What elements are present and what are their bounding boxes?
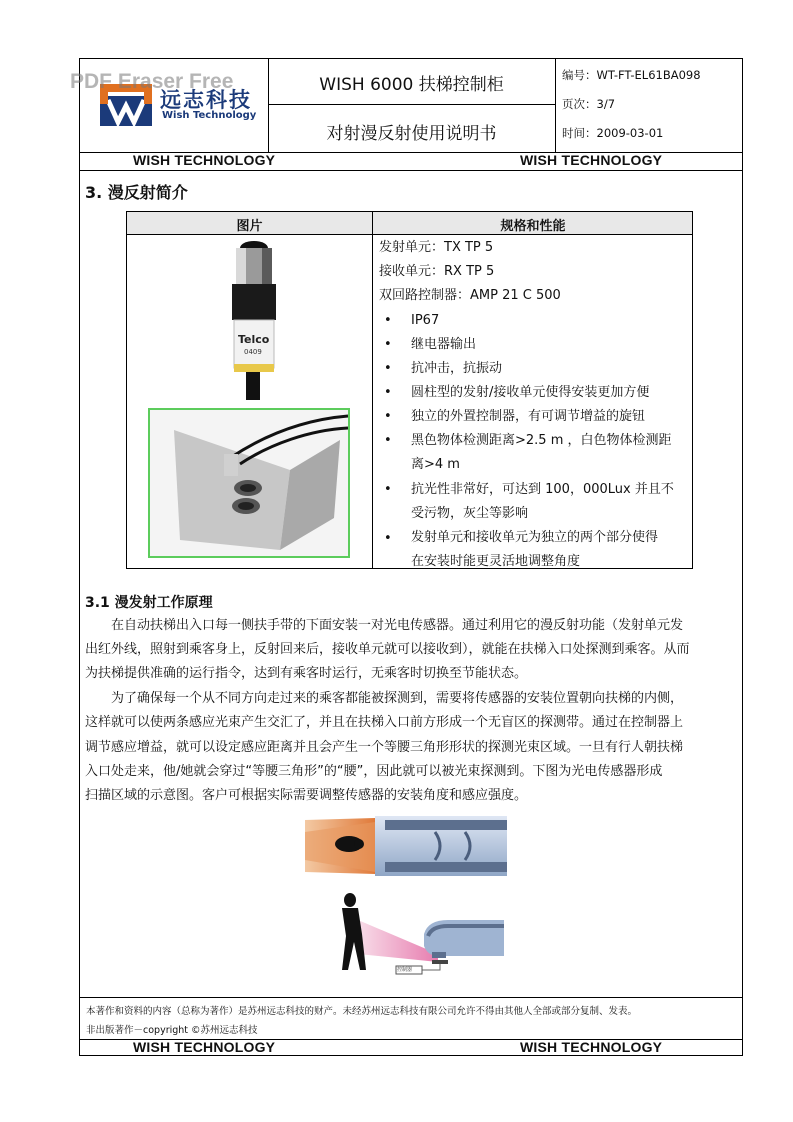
bullet-item: 独立的外置控制器，有可调节增益的旋钮 xyxy=(411,409,646,424)
spec-transmitter: 发射单元：TX TP 5 xyxy=(379,240,494,255)
bullet-dot: • xyxy=(384,531,392,546)
frame-left xyxy=(79,58,80,1055)
bullet-item-cont: 受污物，灰尘等影响 xyxy=(411,506,529,521)
doc-date: 时间：2009-03-01 xyxy=(562,126,664,140)
bullet-item: 抗光性非常好，可达到 100，000Lux 并且不 xyxy=(411,482,674,497)
footer-band-left-label: WISH TECHNOLOGY xyxy=(133,1039,276,1055)
bullet-dot: • xyxy=(384,313,392,328)
paragraph-line: 调节感应增益，就可以设定感应距离并且会产生一个等腰三角形形状的探测光束区域。一旦有行人朝扶梯 xyxy=(85,740,684,755)
table-header-spec: 规格和性能 xyxy=(500,219,566,234)
bullet-item: 继电器输出 xyxy=(411,337,477,352)
bullet-dot: • xyxy=(384,385,392,400)
bullet-item-cont: 离>4 m xyxy=(411,457,460,472)
paragraph-line: 在自动扶梯出入口每一侧扶手带的下面安装一对光电传感器。通过利用它的漫反射功能（发射单元发 xyxy=(111,618,684,633)
title-row-divider xyxy=(268,104,555,105)
mounted-sensor-photo xyxy=(148,408,350,558)
doc-title-manual: 对射漫反射使用说明书 xyxy=(326,124,497,144)
sensor-brand-label: Telco xyxy=(238,333,270,346)
bullet-item: 圆柱型的发射/接收单元使得安装更加方便 xyxy=(411,385,650,400)
bullet-item: 黑色物体检测距离>2.5 m ，白色物体检测距 xyxy=(411,433,672,448)
footer-top-line xyxy=(79,997,743,998)
table-header-picture: 图片 xyxy=(236,219,263,234)
paragraph-line: 入口处走来，他/她就会穿过“等腰三角形”的“腰”，因此就可以被光束探测到。下图为光电传感器形成 xyxy=(85,764,663,779)
paragraph-line: 为了确保每一个从不同方向走过来的乘客都能被探测到，需要将传感器的安装位置朝向扶梯的内侧， xyxy=(111,691,684,706)
copyright-notice: 本著作和资料的内容（总称为著作）是苏州远志科技的财产。未经苏州远志科技有限公司允许不得由其他人全部或部分复制、发表。 xyxy=(86,1006,638,1017)
band-right-label: WISH TECHNOLOGY xyxy=(520,152,663,168)
copyright-line: 非出版著作－copyright ©苏州远志科技 xyxy=(86,1025,258,1036)
paragraph-line: 扫描区域的示意图。客户可根据实际需要调整传感器的安装角度和感应强度。 xyxy=(85,788,528,803)
sub-heading: 3.1 漫发射工作原理 xyxy=(85,595,213,611)
paragraph-line: 出红外线，照射到乘客身上，反射回来后，接收单元就可以接收到），就能在扶梯入口处探测到乘客。从而 xyxy=(85,642,690,657)
page-number: 页次：3/7 xyxy=(562,97,616,111)
band-bottom xyxy=(79,170,743,171)
sensor-code-label: 0409 xyxy=(244,348,262,356)
watermark-text: PDF Eraser Free xyxy=(70,70,234,93)
bullet-dot: • xyxy=(384,433,392,448)
section-heading: 3. 漫反射简介 xyxy=(85,183,188,202)
paragraph-line: 为扶梯提供准确的运行指令，达到有乘客时运行，无乘客时切换至节能状态。 xyxy=(85,666,528,681)
spec-receiver: 接收单元：RX TP 5 xyxy=(379,264,495,279)
footer-band-right-label: WISH TECHNOLOGY xyxy=(520,1039,663,1055)
paragraph-line: 这样就可以使两条感应光束产生交汇了，并且在扶梯入口前方形成一个无盲区的探测带。通过在控制器上 xyxy=(85,715,684,730)
bullet-dot: • xyxy=(384,337,392,352)
sensor-photo xyxy=(212,238,292,400)
doc-title-product: WISH 6000 扶梯控制柜 xyxy=(319,75,504,95)
frame-right xyxy=(742,58,743,1055)
escalator-side-view-diagram xyxy=(328,890,508,980)
logo-cn-text: 远志科技 xyxy=(160,88,252,112)
bullet-item: 抗冲击，抗振动 xyxy=(411,361,503,376)
bullet-item: IP67 xyxy=(411,313,440,328)
bullet-dot: • xyxy=(384,361,392,376)
band-left-label: WISH TECHNOLOGY xyxy=(133,152,276,168)
footer-band-bottom xyxy=(79,1055,743,1056)
bullet-item: 发射单元和接收单元为独立的两个部分使得 xyxy=(411,530,659,545)
bullet-dot: • xyxy=(384,409,392,424)
doc-number: 编号：WT-FT-EL61BA098 xyxy=(562,68,701,82)
escalator-top-view-diagram xyxy=(305,812,507,882)
table-col-divider xyxy=(372,211,373,569)
controller-box-label: 控制器 xyxy=(397,967,413,973)
header-divider-2 xyxy=(555,58,556,152)
logo-en-text: Wish Technology xyxy=(162,110,257,121)
bullet-item-cont: 在安装时能更灵活地调整角度 xyxy=(411,554,581,569)
bullet-dot: • xyxy=(384,482,392,497)
spec-controller: 双回路控制器：AMP 21 C 500 xyxy=(379,288,561,303)
frame-top xyxy=(79,58,743,59)
